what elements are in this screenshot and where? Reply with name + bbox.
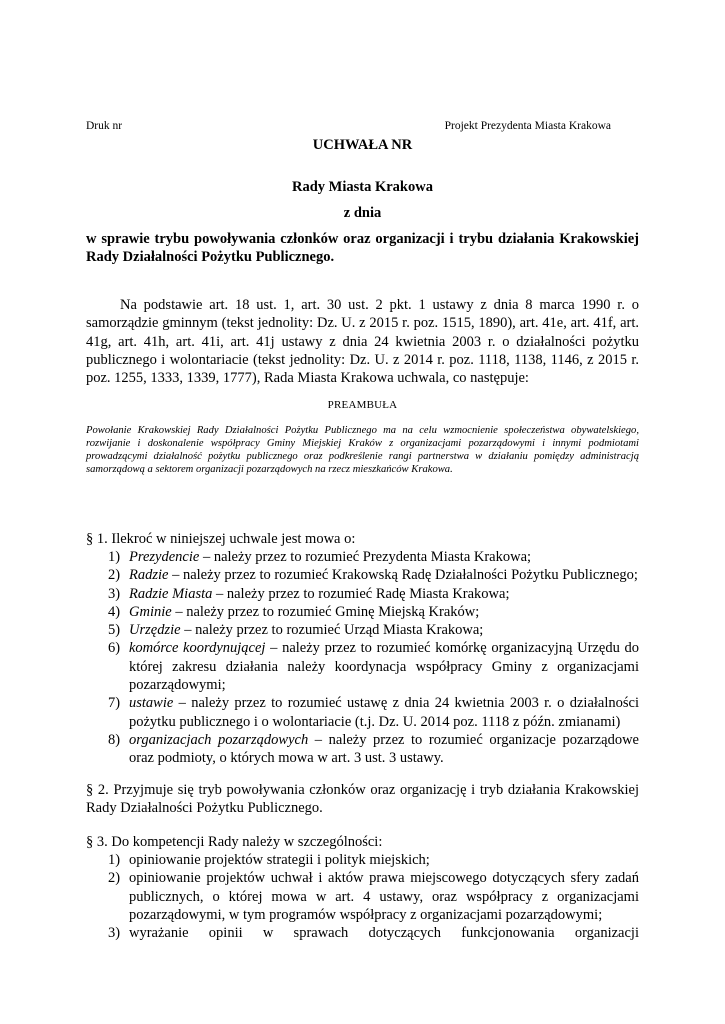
definition-term: Prezydencie <box>129 549 200 565</box>
definition-term: Gminie <box>129 603 172 620</box>
definition-text: – należy przez to rozumieć organizacje pozarządowe oraz podmioty, o których mowa w art. 3 ust. 3 ustawy. <box>129 731 639 767</box>
definition-item <box>86 548 639 566</box>
definition-term: komórce koordynującej <box>129 640 266 657</box>
item-number: 7) <box>108 695 121 712</box>
definition-item <box>86 621 639 639</box>
competence-item <box>86 869 639 924</box>
definition-item <box>86 566 639 584</box>
council-name: Rady Miasta Krakowa <box>292 179 433 195</box>
project-author: Projekt Prezydenta Miasta Krakowa <box>444 120 611 132</box>
resolution-date: z dnia <box>343 205 382 221</box>
definition-item <box>86 694 639 731</box>
definition-text: – należy przez to rozumieć Radę Miasta Krakowa; <box>212 585 510 602</box>
definition-term: organizacjach pozarządowych <box>129 731 309 748</box>
definition-term: Radzie Miasta <box>129 585 213 602</box>
definition-text: – należy przez to rozumieć Prezydenta Miasta Krakowa; <box>199 549 532 565</box>
item-number: 2) <box>108 567 121 584</box>
definition-item <box>86 639 639 694</box>
competence-text: opiniowanie projektów uchwał i aktów prawa miejscowego dotyczących sfery zadań publicznych, o której mowa w art. 4 ustawy, oraz współpracy z organizacjami pozarządowymi, w tym programów współpracy z organizacjami pozarządowymi; <box>129 870 639 923</box>
item-number: 8) <box>108 731 121 748</box>
definition-item <box>86 731 639 768</box>
item-number: 5) <box>108 622 121 639</box>
resolution-title: UCHWAŁA NR <box>312 137 413 153</box>
definition-term: Radzie <box>129 567 169 584</box>
legal-basis: Na podstawie art. 18 ust. 1, art. 30 ust. 2 pkt. 1 ustawy z dnia 8 marca 1990 r. o samorządzie gminnym (tekst jednolity: Dz. U. z 2015 r. poz. 1515, 1890), art. 41e, art. 41f, art. 41g, art. 41h, art. 41i, art. 41j ustawy z dnia 24 kwietnia 2003 r. o działalności pożytku publicznego i wolontariacie (tekst jednolity: Dz. U. z 2014 r. poz. 1118, 1138, 1146, z 2015 r. poz. 1255, 1333, 1339, 1777), Rada Miasta Krakowa uchwala, co następuje: <box>86 297 639 387</box>
item-number: 4) <box>108 603 121 620</box>
section-1-heading: § 1. Ilekroć w niniejszej uchwale jest mowa o: <box>86 531 356 547</box>
competence-item <box>86 851 639 869</box>
definition-text: – należy przez to rozumieć komórkę organizacyjną Urzędu do której zakresu działania należy koordynacja współpracy Gminy z organizacjami pozarządowymi; <box>129 640 639 694</box>
definition-term: ustawie <box>129 695 174 712</box>
section-3-list <box>86 851 639 942</box>
section-1-list <box>86 548 639 768</box>
competence-text: wyrażanie opinii w sprawach dotyczących funkcjonowania organizacji <box>129 925 639 942</box>
section-3-heading: § 3. Do kompetencji Rady należy w szczególności: <box>86 834 383 850</box>
definition-text: – należy przez to rozumieć Krakowską Radę Działalności Pożytku Publicznego; <box>168 567 638 584</box>
definition-item <box>86 585 639 603</box>
item-number: 3) <box>108 585 121 602</box>
definition-item <box>86 603 639 621</box>
section-2: § 2. Przyjmuje się tryb powoływania członków oraz organizację i tryb działania Krakowskiej Rady Działalności Pożytku Publicznego. <box>86 782 639 817</box>
competence-item <box>86 924 639 942</box>
item-number: 1) <box>108 852 121 868</box>
preamble-text: Powołanie Krakowskiej Rady Działalności Pożytku Publicznego ma na celu wzmocnienie społeczeństwa obywatelskiego, rozwijanie i doskonalenie współpracy Gminy Miejskiej Kraków z organizacjami pozarządowymi i innymi podmiotami prowadzącymi działalność pożytku publicznego oraz podkreślenie rangi partnerstwa w działaniu pomiędzy administracją samorządową a sektorem organizacji pozarządowych na rzecz mieszkańców Krakowa. <box>86 425 639 475</box>
definition-text: – należy przez to rozumieć Gminę Miejską Kraków; <box>171 603 480 620</box>
druk-number: Druk nr <box>86 120 123 132</box>
definition-term: Urzędzie <box>129 622 181 639</box>
item-number: 3) <box>108 925 121 942</box>
item-number: 1) <box>108 549 121 565</box>
definition-text: – należy przez to rozumieć Urząd Miasta Krakowa; <box>180 622 484 639</box>
competence-text: opiniowanie projektów strategii i polityk miejskich; <box>129 852 430 868</box>
item-number: 2) <box>108 870 121 887</box>
item-number: 6) <box>108 640 121 657</box>
definition-text: – należy przez to rozumieć ustawę z dnia 24 kwietnia 2003 r. o działalności pożytku publicznego i o wolontariacie (t.j. Dz. U. 2014 poz. 1118 z późn. zmianami) <box>129 695 639 730</box>
preamble-title: PREAMBUŁA <box>327 399 398 411</box>
resolution-subject: w sprawie trybu powoływania członków oraz organizacji i trybu działania Krakowskiej Rady Działalności Pożytku Publicznego. <box>86 231 639 265</box>
